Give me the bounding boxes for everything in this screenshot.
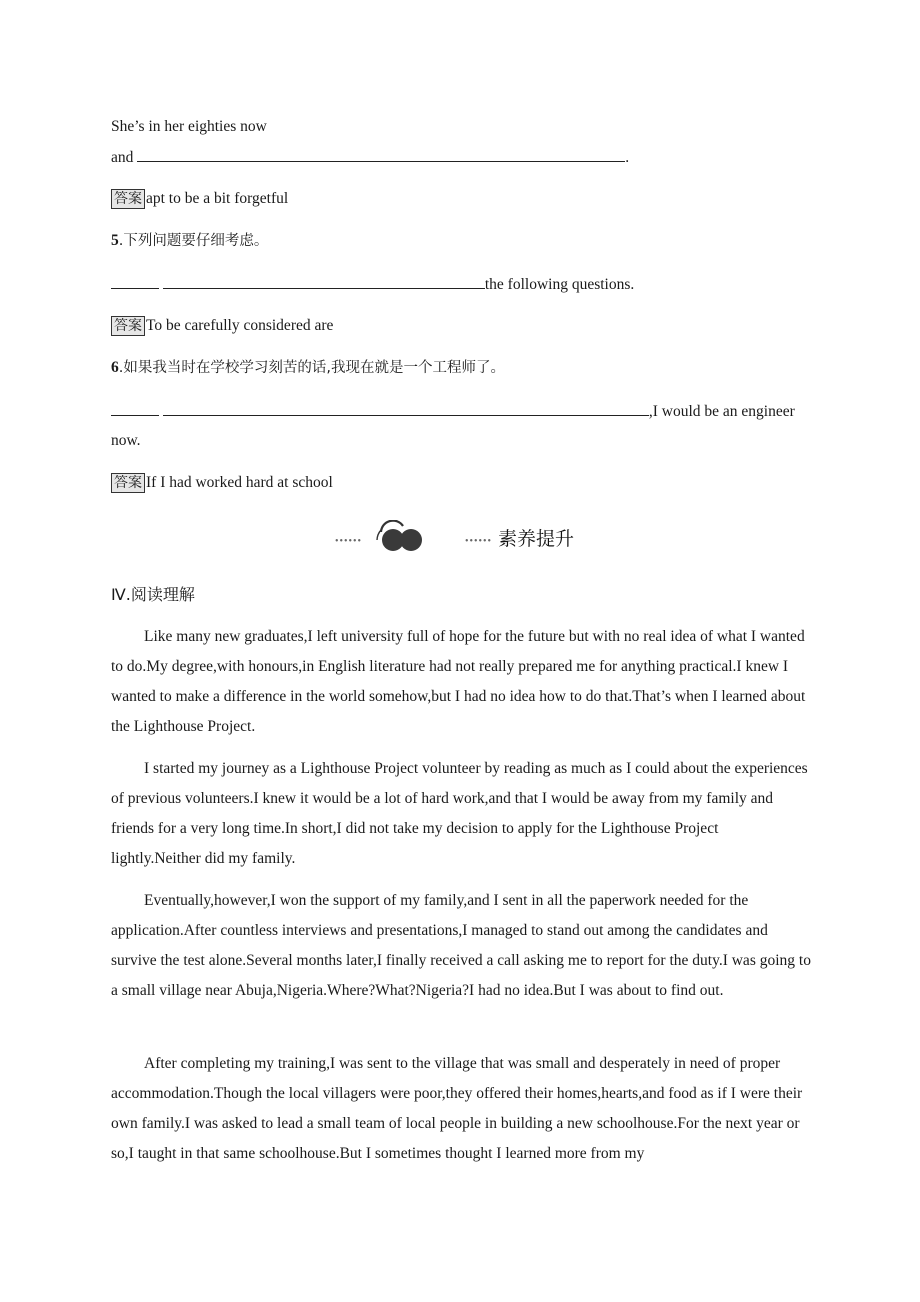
- q4-line2: [111, 147, 629, 168]
- q4-answer-row: [111, 189, 288, 209]
- q6-fill-row: [111, 401, 795, 422]
- passage-paragraph-3: Eventually,however,I won the support of my family,and I sent in all the paperwork needed for the application.After countless interviews and presentations,I managed to stand out among the candidates and survive the test alone.Several months later,I finally received a call asking me to report for the duty.I was going to a small village near Abuja,Nigeria.Where?What?Nigeria?I had no idea.But I was about to find out.: [111, 892, 811, 999]
- q5-suffix: the following questions.: [484, 276, 635, 293]
- q6-number: 6: [111, 359, 119, 376]
- q4-answer-blank[interactable]: [137, 147, 625, 162]
- passage-paragraph-4: After completing my training,I was sent to the village that was small and desperately in need of proper accommodation.Though the local villagers were poor,they offered their homes,hearts,and food as if I were their own family.I was asked to lead a small team of local people in building a new schoolhouse.For the next year or so,I taught in that same schoolhouse.But I sometimes thought I learned more from my: [111, 1055, 803, 1162]
- q6-prompt: .如果我当时在学校学习刻苦的话,我现在就是一个工程师了。: [118, 360, 505, 376]
- q6-continuation: now.: [111, 432, 141, 449]
- q5-blank-2[interactable]: [163, 274, 485, 289]
- section-heading: Ⅳ.阅读理解: [111, 585, 195, 604]
- q6-suffix: ,I would be an engineer: [648, 403, 795, 420]
- q6-blank-1[interactable]: [111, 401, 159, 416]
- q6-answer-text: If I had worked hard at school: [146, 474, 333, 491]
- q5-fill-row: [111, 274, 634, 295]
- q6-prompt-row: [111, 358, 505, 378]
- q4-line2-suffix: .: [625, 149, 630, 166]
- q5-prompt-row: [111, 231, 268, 251]
- banner-dots-left: ••••••: [335, 536, 363, 547]
- passage-paragraph-2: I started my journey as a Lighthouse Project volunteer by reading as much as I could about the experiences of previous volunteers.I knew it would be a lot of hard work,and that I would be away from my family and friends for a very long time.In short,I did not take my decision to apply for the Lighthouse Project lightly.Neither did my family.: [111, 760, 808, 867]
- banner-title: 素养提升: [498, 528, 575, 550]
- answer-tag[interactable]: 答案: [111, 473, 145, 493]
- q5-answer-row: [111, 316, 333, 336]
- passage-paragraph-1: Like many new graduates,I left university full of hope for the future but with no real idea of what I wanted to do.My degree,with honours,in English literature had not really prepared me for anything practical.I knew I wanted to make a difference in the world somehow,but I had no idea how to do that.That’s when I learned about the Lighthouse Project.: [111, 628, 806, 735]
- section-banner: [333, 520, 593, 556]
- banner-logo-icon: [373, 520, 429, 556]
- q4-line2-prefix: and: [111, 149, 134, 166]
- q5-prompt: .下列问题要仔细考虑。: [118, 233, 269, 249]
- q4-answer-text: apt to be a bit forgetful: [146, 190, 289, 207]
- banner-dots-right: ••••••: [465, 536, 493, 547]
- answer-tag[interactable]: 答案: [111, 316, 145, 336]
- q5-blank-1[interactable]: [111, 274, 159, 289]
- q6-blank-2[interactable]: [163, 401, 649, 416]
- q5-number: 5: [111, 232, 119, 249]
- answer-tag[interactable]: 答案: [111, 189, 145, 209]
- q4-line1: She’s in her eighties now: [111, 118, 267, 135]
- q5-answer-text: To be carefully considered are: [146, 317, 334, 334]
- q6-answer-row: [111, 473, 333, 493]
